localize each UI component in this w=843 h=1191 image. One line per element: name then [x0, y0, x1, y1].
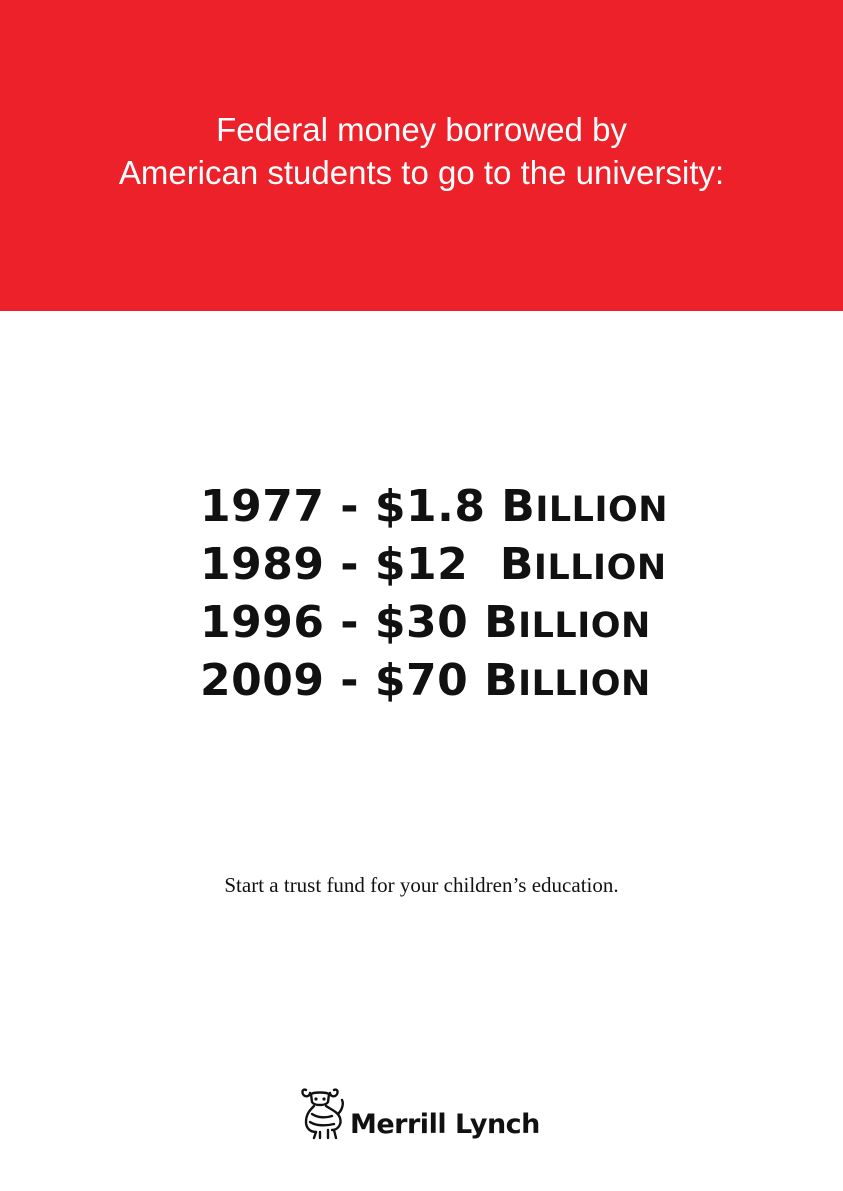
- stat-amount: $30: [374, 597, 469, 648]
- stat-unit: BILLION: [499, 539, 667, 590]
- stat-unit: BILLION: [501, 481, 669, 532]
- merrill-lynch-logo: [298, 1080, 540, 1140]
- stat-unit: BILLION: [484, 597, 651, 648]
- stat-row: 1977 - $1.8 BILLION: [200, 481, 669, 532]
- stat-row: 2009 - $70 BILLION: [200, 655, 651, 706]
- stat-year: 1977: [200, 481, 325, 532]
- headline: [0, 108, 843, 194]
- stat-amount: $1.8: [374, 481, 486, 532]
- stat-amount: $12: [374, 539, 485, 590]
- stat-row: 1996 - $30 BILLION: [200, 597, 651, 648]
- stat-year: 2009: [200, 655, 325, 706]
- stat-amount: $70: [374, 655, 469, 706]
- brand-name: Merrill Lynch: [350, 1109, 540, 1140]
- stat-row: 1989 - $12 BILLION: [200, 539, 667, 590]
- stat-unit: BILLION: [484, 655, 651, 706]
- headline-line-2: American students to go to the university:: [118, 154, 725, 191]
- stat-year: 1996: [200, 597, 325, 648]
- bull-icon: [298, 1084, 346, 1140]
- tagline: Start a trust fund for your children’s education.: [224, 873, 619, 897]
- headline-line-1: Federal money borrowed by: [216, 111, 627, 148]
- stat-year: 1989: [200, 539, 325, 590]
- borrowing-stats: [200, 478, 669, 710]
